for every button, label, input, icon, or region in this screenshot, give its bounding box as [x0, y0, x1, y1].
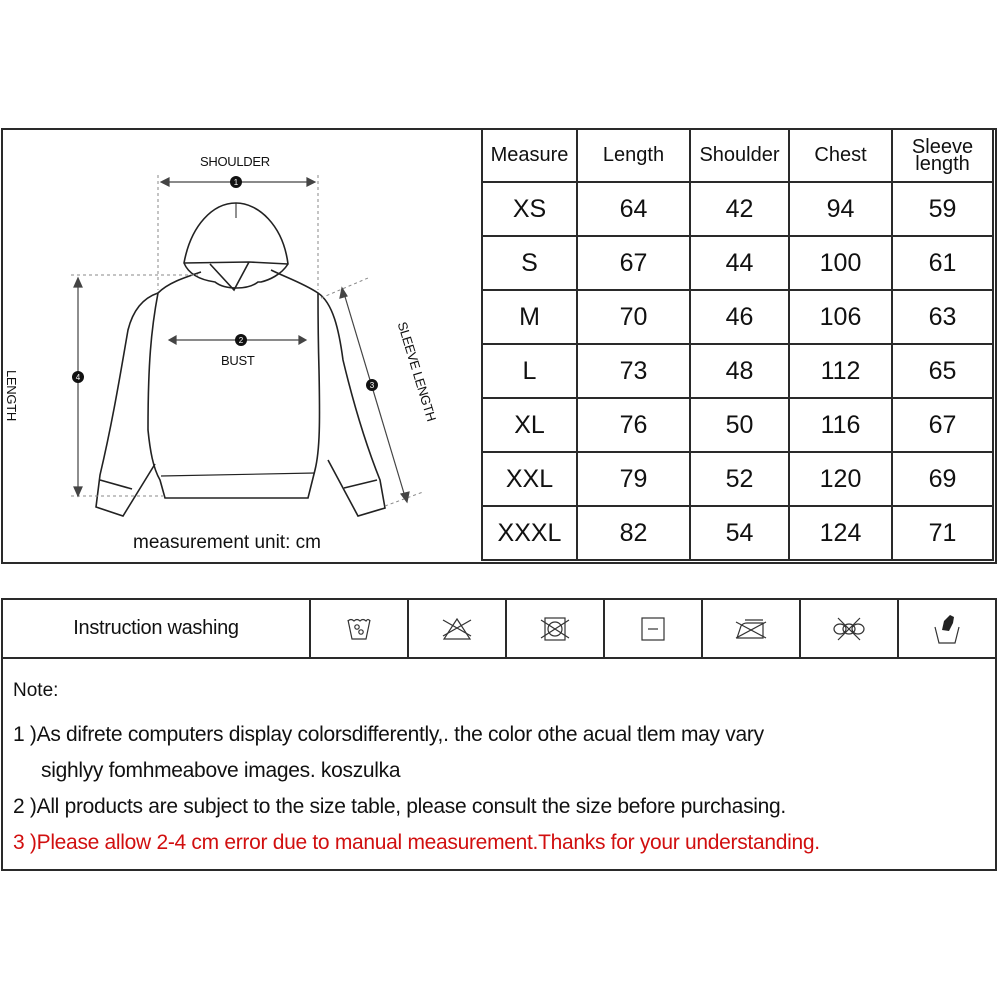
shoulder-cell: 44 — [690, 236, 789, 290]
svg-text:2: 2 — [238, 336, 244, 345]
note-keyword: koszulka — [315, 759, 401, 782]
note-item-2: 2 )All products are subject to the size table, please consult the size before purchasing. — [13, 795, 786, 818]
size-cell: XL — [482, 398, 577, 452]
no-tumble-dry-cell — [507, 600, 605, 657]
chest-cell: 112 — [789, 344, 892, 398]
sleeve-cell: 59 — [892, 182, 993, 236]
size-cell: XXL — [482, 452, 577, 506]
no-dry-clean-icon — [830, 616, 868, 642]
size-chart-panel — [1, 128, 997, 564]
table-row — [482, 344, 993, 398]
chest-cell: 94 — [789, 182, 892, 236]
washing-notes-panel — [1, 598, 997, 871]
size-cell: L — [482, 344, 577, 398]
svg-text:4: 4 — [75, 373, 81, 382]
sleeve-cell: 69 — [892, 452, 993, 506]
sleeve-length-label: SLEEVE LENGTH — [394, 320, 440, 423]
shoulder-cell: 42 — [690, 182, 789, 236]
hand-wash-cell — [899, 600, 995, 657]
washing-instructions-row — [3, 600, 995, 659]
table-row — [482, 182, 993, 236]
flat-dry-cell — [605, 600, 703, 657]
table-row — [482, 398, 993, 452]
no-dry-clean-cell — [801, 600, 899, 657]
shoulder-cell: 54 — [690, 506, 789, 560]
table-header-row — [482, 129, 993, 182]
hand-wash-icon — [932, 613, 962, 645]
length-cell: 67 — [577, 236, 690, 290]
wash-30-icon — [346, 617, 372, 641]
table-row — [482, 236, 993, 290]
size-table — [481, 128, 994, 561]
sleeve-cell: 67 — [892, 398, 993, 452]
no-iron-icon — [733, 616, 769, 642]
sleeve-cell: 61 — [892, 236, 993, 290]
chest-cell: 100 — [789, 236, 892, 290]
svg-text:1: 1 — [233, 178, 239, 187]
no-bleach-icon — [440, 616, 474, 642]
notes-section — [13, 680, 983, 861]
length-cell: 73 — [577, 344, 690, 398]
svg-text:3: 3 — [369, 381, 375, 390]
notes-title: Note: — [13, 680, 59, 701]
size-cell: XXXL — [482, 506, 577, 560]
header-chest: Chest — [789, 129, 892, 182]
bust-label: BUST — [221, 353, 255, 368]
table-row — [482, 452, 993, 506]
size-cell: XS — [482, 182, 577, 236]
no-bleach-cell — [409, 600, 507, 657]
note-item-1: 1 )As difrete computers display colorsdifferently,. the color othe acual tlem may vary — [13, 723, 764, 746]
size-cell: S — [482, 236, 577, 290]
sleeve-cell: 63 — [892, 290, 993, 344]
note-item-3-warning: 3 )Please allow 2-4 cm error due to manual measurement.Thanks for your understanding. — [13, 831, 820, 854]
chest-cell: 124 — [789, 506, 892, 560]
flat-dry-icon — [640, 616, 666, 642]
size-cell: M — [482, 290, 577, 344]
length-label: LENGTH — [4, 370, 19, 421]
length-cell: 79 — [577, 452, 690, 506]
header-measure: Measure — [482, 129, 577, 182]
length-cell: 76 — [577, 398, 690, 452]
table-row — [482, 290, 993, 344]
no-iron-cell — [703, 600, 801, 657]
shoulder-cell: 52 — [690, 452, 789, 506]
wash-30-cell — [311, 600, 409, 657]
header-length: Length — [577, 129, 690, 182]
shoulder-cell: 46 — [690, 290, 789, 344]
shoulder-cell: 50 — [690, 398, 789, 452]
chest-cell: 116 — [789, 398, 892, 452]
length-cell: 82 — [577, 506, 690, 560]
shoulder-cell: 48 — [690, 344, 789, 398]
sleeve-cell: 71 — [892, 506, 993, 560]
no-tumble-dry-icon — [538, 616, 572, 642]
length-cell: 64 — [577, 182, 690, 236]
length-cell: 70 — [577, 290, 690, 344]
sleeve-cell: 65 — [892, 344, 993, 398]
hoodie-diagram — [3, 130, 481, 562]
chest-cell: 120 — [789, 452, 892, 506]
measurement-unit-label: measurement unit: cm — [133, 532, 321, 553]
shoulder-label: SHOULDER — [200, 154, 270, 169]
table-row — [482, 506, 993, 560]
washing-title: Instruction washing — [3, 600, 311, 657]
header-shoulder: Shoulder — [690, 129, 789, 182]
header-sleeve-length: Sleeve length — [892, 129, 993, 182]
chest-cell: 106 — [789, 290, 892, 344]
note-item-1-continued: sighlyy fomhmeabove images. koszulka — [41, 759, 401, 782]
